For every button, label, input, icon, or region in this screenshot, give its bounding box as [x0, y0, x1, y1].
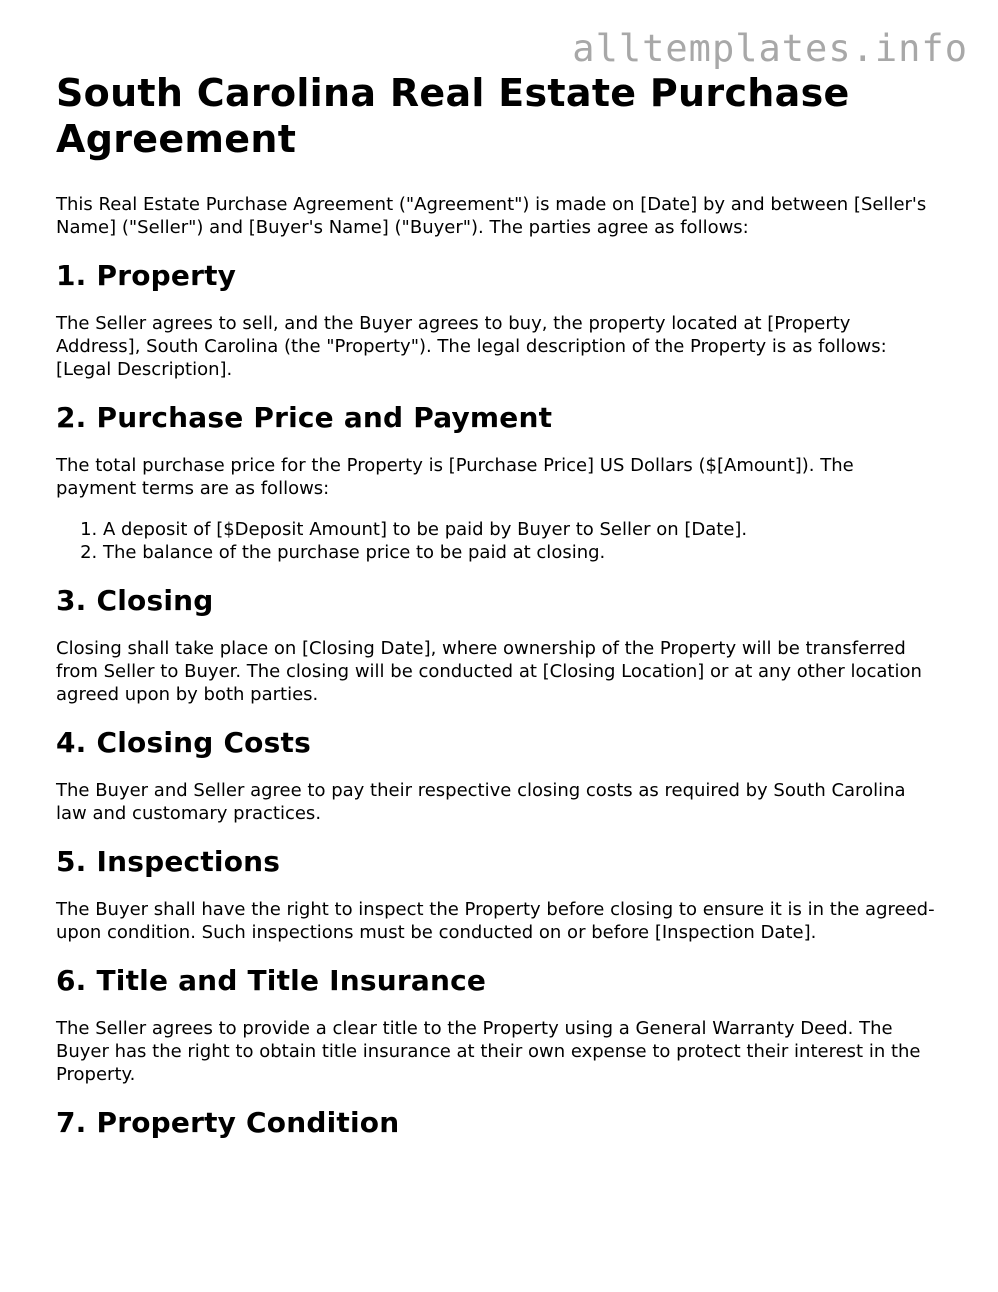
section-heading-closing: 3. Closing: [56, 584, 214, 617]
payment-terms-list: [56, 518, 936, 564]
document-title: South Carolina Real Estate Purchase Agreement: [56, 71, 850, 161]
watermark: alltemplates.info: [572, 27, 968, 70]
section-body-closing-costs: The Buyer and Seller agree to pay their respective closing costs as required by South Carolina law and customary practices.: [56, 780, 906, 824]
intro-paragraph: This Real Estate Purchase Agreement ("Agreement") is made on [Date] by and between [Seller's Name] ("Seller") and [Buyer's Name] ("Buyer"). The parties agree as follows:: [56, 194, 927, 238]
section-heading-property-condition: 7. Property Condition: [56, 1106, 400, 1139]
payment-term-item: 1. A deposit of [$Deposit Amount] to be paid by Buyer to Seller on [Date].: [103, 518, 936, 541]
payment-term-item: 2. The balance of the purchase price to be paid at closing.: [103, 541, 936, 564]
section-heading-closing-costs: 4. Closing Costs: [56, 726, 311, 759]
section-heading-inspections: 5. Inspections: [56, 845, 281, 878]
section-body-purchase-price: The total purchase price for the Property is [Purchase Price] US Dollars ($[Amount]). The payment terms are as follows:: [56, 455, 854, 499]
section-body-property: The Seller agrees to sell, and the Buyer agrees to buy, the property located at [Property Address], South Carolina (the "Property"). The legal description of the Property is as follows: [Legal Description].: [56, 313, 887, 380]
section-heading-property: 1. Property: [56, 259, 237, 292]
document-page: [56, 70, 936, 1159]
section-body-title-insurance: The Seller agrees to provide a clear title to the Property using a General Warranty Deed. The Buyer has the right to obtain title insurance at their own expense to protect their interest in the Property.: [56, 1018, 921, 1085]
section-heading-purchase-price: 2. Purchase Price and Payment: [56, 401, 553, 434]
section-body-inspections: The Buyer shall have the right to inspect the Property before closing to ensure it is in the agreed-upon condition. Such inspections must be conducted on or before [Inspection Date].: [56, 899, 935, 943]
section-heading-title-insurance: 6. Title and Title Insurance: [56, 964, 487, 997]
section-body-closing: Closing shall take place on [Closing Date], where ownership of the Property will be transferred from Seller to Buyer. The closing will be conducted at [Closing Location] or at any other location agreed upon by both parties.: [56, 638, 922, 705]
